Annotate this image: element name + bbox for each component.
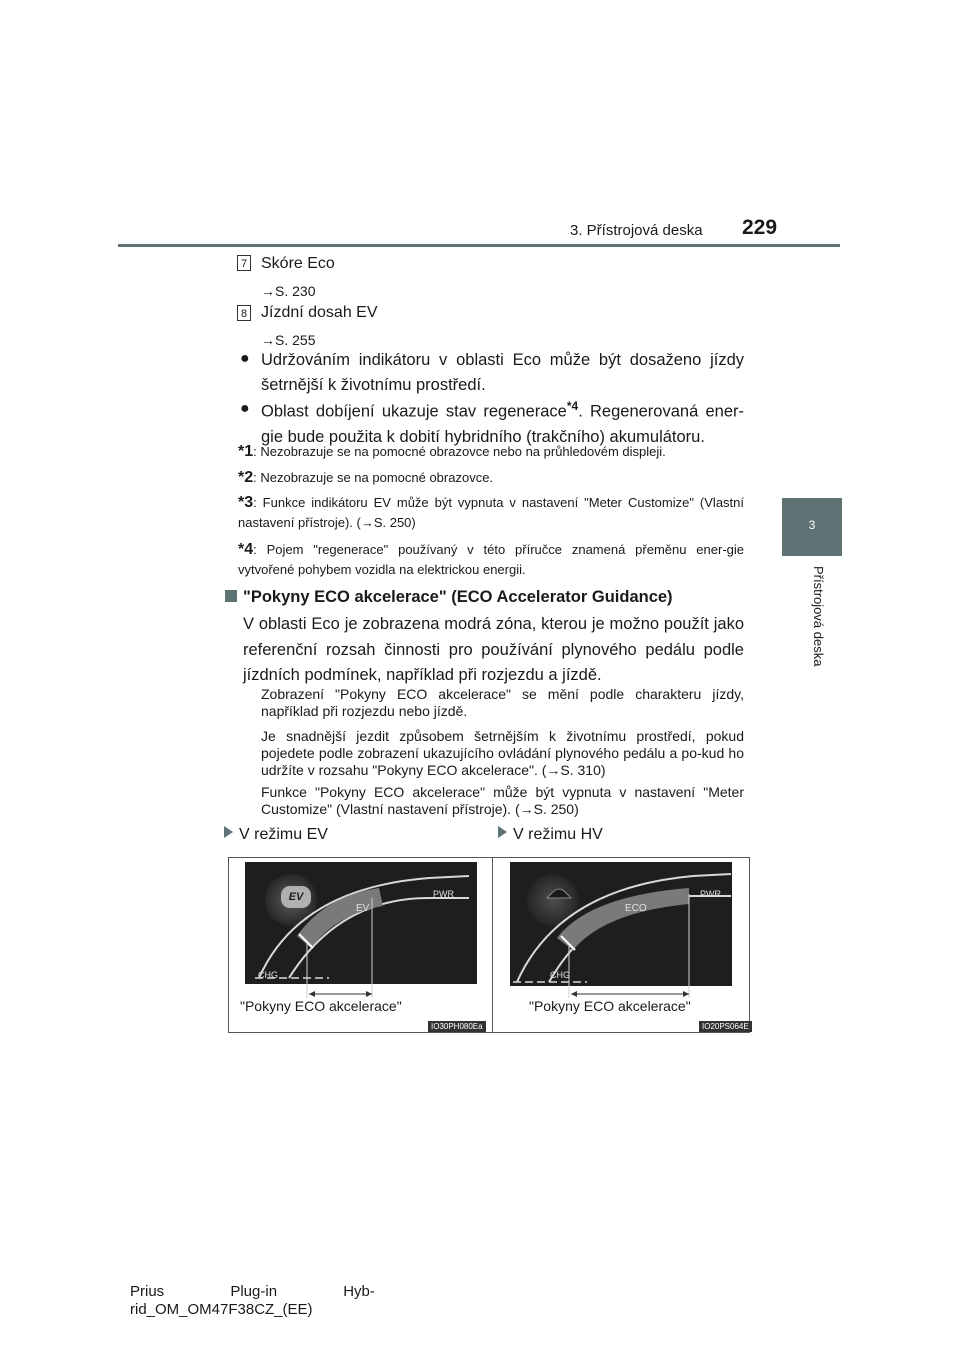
page-reference: →S. 255 [261, 332, 316, 348]
ev-badge-icon: EV [281, 886, 311, 908]
triangle-icon [224, 826, 233, 838]
item-number-box: 8 [237, 305, 251, 321]
chg-label: CHG [550, 970, 570, 980]
chapter-label-text: Přístrojová deska [811, 566, 826, 667]
page-number: 229 [742, 216, 778, 239]
mode-title-hv: V režimu HV [498, 826, 603, 844]
footnote: *3: Funkce indikátoru EV může být vypnuta v nastavení "Meter Customize" (Vlastní nastavení přístroje). (→S. 250) [238, 494, 744, 530]
bullet-text: Oblast dobíjení ukazuje stav regenerace$^{*4}$. Regenerovaná ener-gie bude použita k dobití hybridního (trakčního) akumulátoru. [261, 399, 744, 446]
figure-code: IO30PH080Ea [428, 1021, 486, 1032]
detail-text: Funkce "Pokyny ECO akcelerace" může být vypnuta v nastavení "Meter Customize" (Vlastní nastavení přístroje). (→S. 250) [261, 784, 744, 817]
chapter-label [812, 566, 826, 678]
pwr-label: PWR [433, 889, 454, 899]
chapter-tab [782, 498, 842, 556]
item-title: Jízdní dosah EV [261, 304, 378, 321]
page-reference: →S. 230 [261, 283, 316, 299]
item-title: Skóre Eco [261, 255, 335, 272]
heading-square-icon [225, 590, 237, 602]
item-number-box: 7 [237, 255, 251, 271]
footnote: *1: Nezobrazuje se na pomocné obrazovce nebo na průhledovém displeji. [238, 443, 666, 460]
bullet-icon: ● [240, 350, 250, 367]
section-title: 3. Přístrojová deska [570, 222, 703, 239]
footnote: *2: Nezobrazuje se na pomocné obrazovce. [238, 469, 494, 486]
chapter-number: 3 [808, 518, 816, 532]
section-body: V oblasti Eco je zobrazena modrá zóna, kterou je možno použít jako referenční rozsah činnosti pro používání plynového pedálu podle jízdních podmínek, například při rozjezdu a jízdě. [243, 615, 744, 684]
zone-label: ECO [625, 903, 647, 914]
zone-label: EV [356, 903, 370, 914]
mode-title-ev: V režimu EV [224, 826, 328, 844]
bullet-icon: ● [240, 400, 250, 417]
chg-label: CHG [258, 970, 278, 980]
footer-doc-id: Prius Plug-in Hyb- rid_OM_OM47F38CZ_(EE) [130, 1283, 375, 1318]
footnote: *4: Pojem "regenerace" používaný v této příručce znamená přeměnu ener-gie vytvořené pohybem vozidla na elektrickou energii. [238, 541, 744, 577]
figure-caption: "Pokyny ECO akcelerace" [529, 998, 691, 1014]
header-rule [118, 244, 840, 247]
detail-text: Zobrazení "Pokyny ECO akcelerace" se mění podle charakteru jízdy, například při rozjezdu nebo jízdě. [261, 686, 744, 719]
pwr-label: PWR [700, 889, 721, 899]
figure-code: IO20PS064E [699, 1021, 752, 1032]
figure-caption: "Pokyny ECO akcelerace" [240, 998, 402, 1014]
section-heading: "Pokyny ECO akcelerace" (ECO Accelerator Guidance) [225, 588, 673, 607]
bullet-text: Udržováním indikátoru v oblasti Eco může být dosaženo jízdy šetrnější k životnímu prostředí. [261, 351, 744, 394]
detail-text: Je snadnější jezdit způsobem šetrnějším k životnímu prostředí, pokud pojedete podle zobrazení ukazujícího ovládání plynového pedálu a po-kud ho udržíte v rozsahu "Pokyny ECO akcelerace". (→S. 310) [261, 728, 744, 778]
triangle-icon [498, 826, 507, 838]
